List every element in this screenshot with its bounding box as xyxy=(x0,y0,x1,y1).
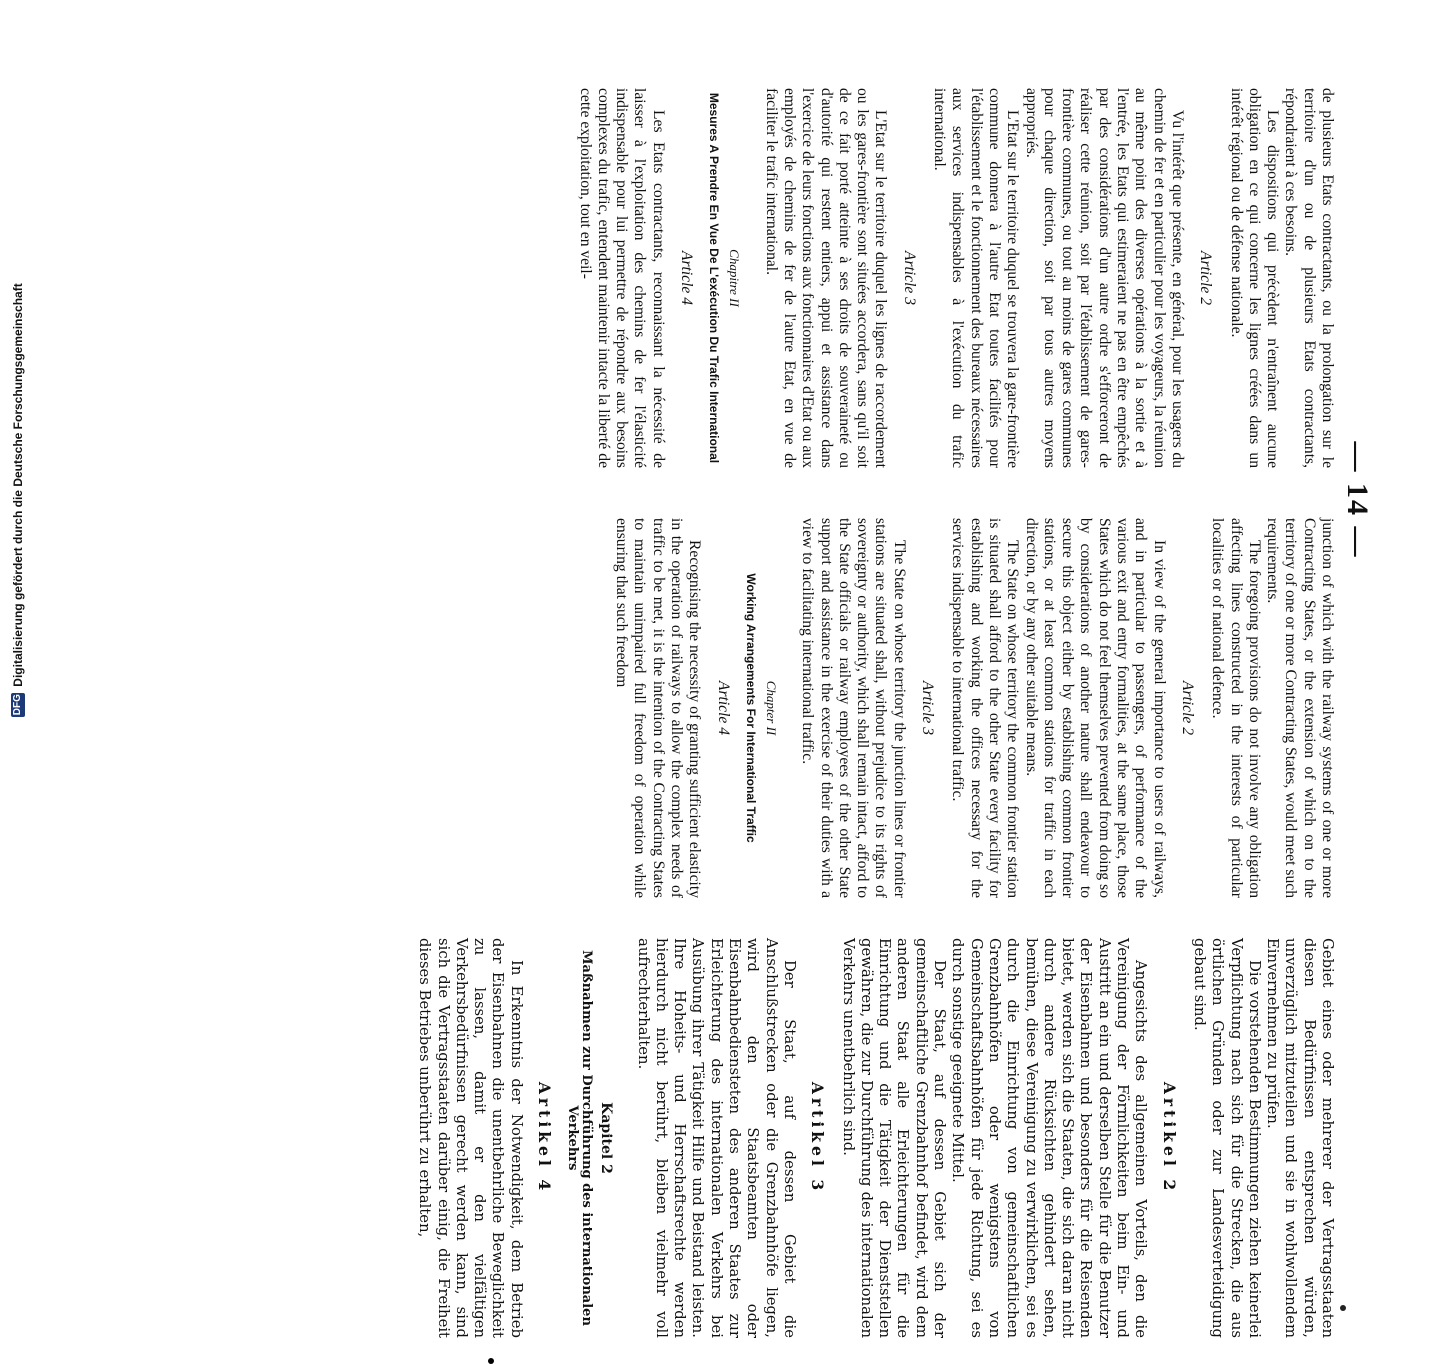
digitization-credit xyxy=(8,0,28,1000)
chapter-label: Chapter II xyxy=(763,680,779,736)
paragraph: L'Etat sur le territoire duquel se trouvera la gare-frontière commune donnera à l'autre Etat toutes facilités pour l'établissement et le fonctionnement des bureaux nécessaires aux services indispensables à l'exécution du trafic international. xyxy=(931,88,1022,468)
chapter-label: Chapitre II xyxy=(727,249,743,307)
paragraph: Les Etats contractants, reconnaissant la nécessité de laisser à l'exploitation des chemins de fer l'élasticité indispensable pour lui permettre de répondre aux besoins complexes du trafic, entendent maintenir intacte la liberté de cette exploitation, tout en veil- xyxy=(576,88,667,468)
column-english xyxy=(612,518,1336,898)
credit-text: Digitalisierung gefördert durch die Deutsche Forschungsgemeinschaft xyxy=(11,283,25,687)
article-heading: Article 4 xyxy=(714,680,732,736)
column-german xyxy=(415,938,1336,1338)
article-heading: Article 3 xyxy=(900,250,918,306)
paragraph: Recognising the necessity of granting sufficient elasticity in the operation of railways to allow the complex needs of traffic to be met, it is the intention of the Contracting States to maintain unimpaired full freedom of operation while ensuring that such freedom xyxy=(613,518,704,898)
paragraph: Der Staat, auf dessen Gebiet sich der gemeinschaftliche Grenzbahnhof befindet, wird dem anderen Staat alle Erleichterungen für die Einrichtung und die Tätigkeit der Dienststellen gewähren, die zur Durchführung des internationalen Verkehrs unentbehrlich sind. xyxy=(839,938,949,1338)
article-heading: Artikel 4 xyxy=(535,1081,555,1195)
article-heading: Artikel 2 xyxy=(1159,1081,1179,1195)
paragraph: Der Staat, auf dessen Gebiet die Anschlußstrecken oder die Grenzbahnhöfe liegen, wird den Staatsbeamten oder Eisenbahnbediensteten des anderen Staates zur Erleichterung des internationalen Verkehrs bei Ausübung ihrer Tätigkeit Hilfe und Beistand leisten. Ihre Hoheits- und Herrschaftsrechte werden hierdurch nicht berührt, bleiben vielmehr voll aufrechterhalten. xyxy=(634,938,798,1338)
chapter-title: Working Arrangements For International Traffic xyxy=(743,573,758,843)
paragraph: Gebiet eines oder mehrerer der Vertragsstaaten diesen Bedürfnissen entsprechen würden, unverzüglich mitzuteilen und sie in wohlwollendem Einvernehmen zu prüfen. xyxy=(1264,938,1336,1338)
paragraph: Vu l'intérêt que présente, en général, pour les usagers du chemin de fer et en particulier pour les voyageurs, la réunion au même point des diverses opérations à la sortie et à l'entrée, les Etats qui estimeraient ne pas en être empêchés par des considérations d'un autre ordre s'efforceront de réaliser cette réunion, soit par l'établissement de gares-frontière communes, ou tout au moins de gares communes pour chaque direction, soit par tous autres moyens appropriés. xyxy=(1022,88,1186,468)
paragraph: In Erkenntnis der Notwendigkeit, dem Betrieb der Eisenbahnen die unentbehrliche Beweglichkeit zu lassen, damit er den vielfältigen Verkehrsbedürfnissen gerecht werden kann, sind sich die Vertragsstaaten darüber einig, die Freiheit dieses Betriebes unberührt zu erhalten, xyxy=(416,938,525,1338)
chapter-title: Mesures A Prendre En Vue De L'exécution Du Trafic International xyxy=(707,92,722,464)
dfg-logo: DFG xyxy=(12,694,23,716)
paragraph: junction of which with the railway systems of one or more Contracting States, or the extension of which on to the territory of one or more Contracting States, would meet such requirements. xyxy=(1264,518,1336,898)
page-number: — 14 — xyxy=(1341,441,1374,559)
paragraph: Die vorstehenden Bestimmungen ziehen keinerlei Verpflichtung nach sich für die Strecken, die aus örtlichen Gründen oder zur Landesverteidigung gebaut sind. xyxy=(1190,938,1263,1338)
margin-dot xyxy=(488,1358,494,1364)
paragraph: In view of the general importance to users of railways, and in particular to passengers, of performance of the various exit and entry formalities, at the same place, those States which do not feel themselves prevented from doing so by considerations of another nature shall endeavour to secure this object either by establishing common frontier stations, or at least common stations for traffic in each direction, or by any other suitable means. xyxy=(1022,518,1168,898)
chapter-label: Kapitel 2 xyxy=(598,1102,615,1174)
paragraph: Les dispositions qui précèdent n'entraînent aucune obligation en ce qui concerne les lignes créées dans un intérêt régional ou de défense nationale. xyxy=(1227,88,1282,468)
article-heading: Article 4 xyxy=(678,250,696,306)
article-heading: Article 2 xyxy=(1197,250,1215,306)
paragraph: The State on whose territory the common frontier station is situated shall afford to the other State every facility for establishing and working the offices necessary for the services indispensable to international traffic. xyxy=(949,518,1022,898)
article-heading: Article 2 xyxy=(1178,680,1196,736)
chapter-title: Maßnahmen zur Durchführung des internationalen Verkehrs xyxy=(565,950,595,1326)
paragraph: de plusieurs Etats contractants, ou la prolongation sur le territoire d'un ou de plusieurs Etats contractants, répondraient à ces besoins. xyxy=(1282,88,1336,468)
paragraph: The State on whose territory the junction lines or frontier stations are situated shall, without prejudice to its rights of sovereignty or authority, which shall remain intact, afford to the State officials or railway employees of the other State support and assistance in the exercise of their duties with a view to facilitating international traffic. xyxy=(799,518,908,898)
article-heading: Artikel 3 xyxy=(808,1081,828,1195)
article-heading: Article 3 xyxy=(919,680,937,736)
paragraph: L'Etat sur le territoire duquel les lignes de raccordement ou les gares-frontière sont situées accordera, sans qu'il soit de ce fait porté atteinte à ses droits de souveraineté ou d'autorité qui restent entiers, appui et assistance dans l'exercice de leurs fonctions aux fonctionnaires d'Etat ou aux employés de chemins de fer de l'autre Etat, en vue de faciliter le trafic international. xyxy=(762,88,890,468)
column-french xyxy=(575,88,1336,468)
margin-dot xyxy=(1340,1305,1346,1311)
paragraph: The foregoing provisions do not involve any obligation affecting lines constructed in the interests of particular localities or of national defence. xyxy=(1209,518,1263,898)
paragraph: Angesichts des allgemeinen Vorteils, den die Vereinigung der Förmlichkeiten beim Ein- und Austritt an ein und derselben Stelle für die Benutzer der Eisenbahnen und besonders für die Reisenden bietet, werden sich die Staaten, die sich daran nicht durch andere Rücksichten gehindert sehen, bemühen, diese Vereinigung zu verwirklichen, sei es durch die Einrichtung von gemeinschaftlichen Grenzbahnhöfen oder wenigstens von Gemeinschaftsbahnhöfen für jede Richtung, sei es durch sonstige geeignete Mittel. xyxy=(949,938,1150,1338)
